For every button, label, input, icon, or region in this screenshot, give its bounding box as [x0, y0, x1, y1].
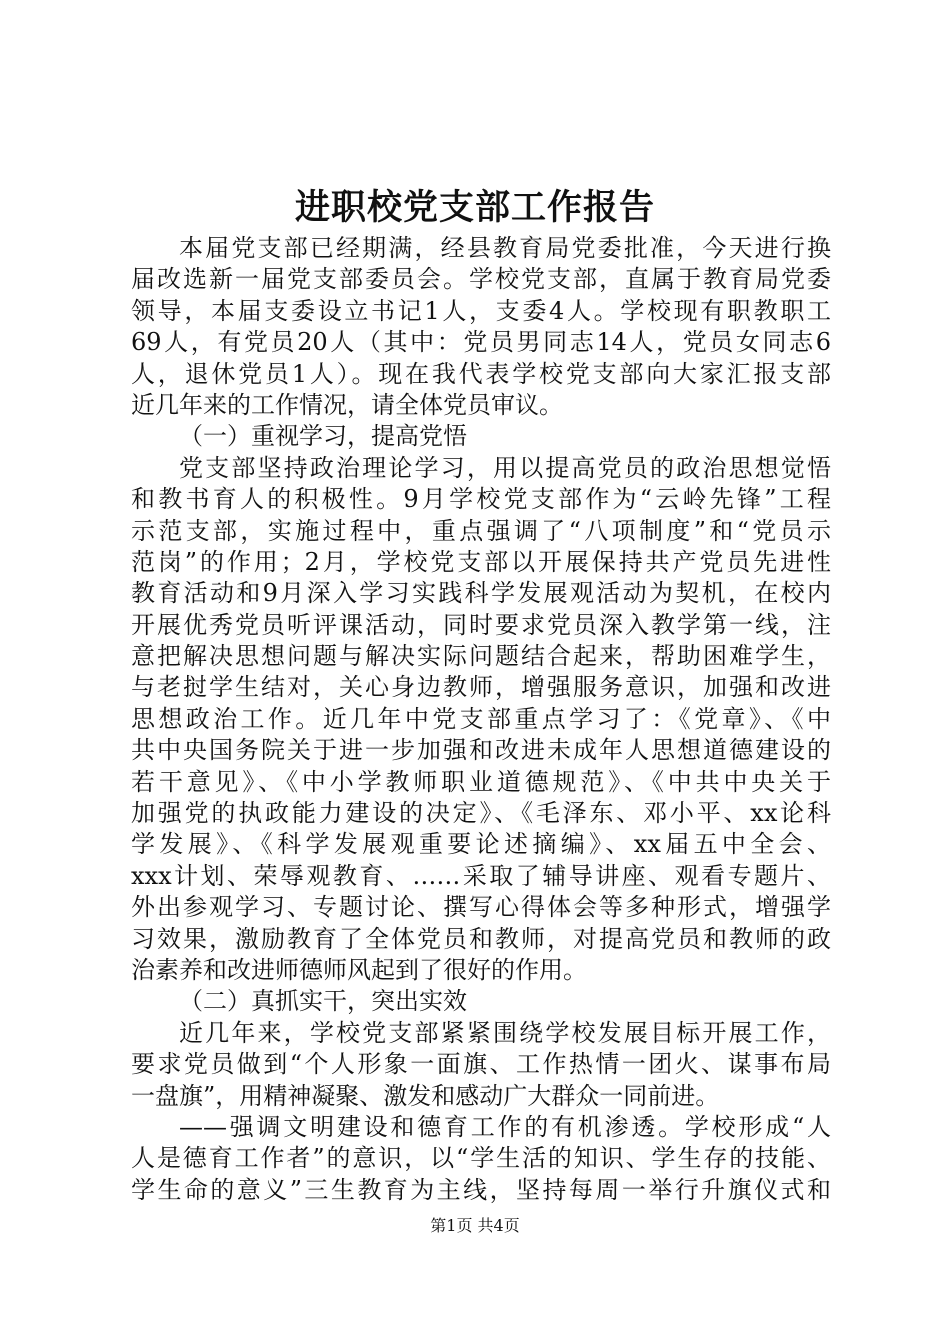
document-title: 进职校党支部工作报告: [294, 187, 655, 228]
paragraph-line: 近几年来的工作情况，请全体党员审议。: [131, 390, 563, 419]
paragraph-line: 学生命的意义”三生教育为主线，坚持每周一举行升旗仪式和: [131, 1175, 831, 1204]
paragraph-line: 教育活动和9月深入学习实践科学发展观活动为契机，在校内: [131, 579, 831, 608]
page-number-footer: 第1页 共4页: [430, 1216, 520, 1235]
document-body: [131, 233, 831, 1206]
paragraph-line: 届改选新一届党支部委员会。学校党支部，直属于教育局党委: [131, 265, 831, 294]
section-heading: （一）重视学习，提高党悟: [179, 422, 467, 451]
paragraph-line: 本届党支部已经期满，经县教育局党委批准，今天进行换: [179, 234, 831, 262]
paragraph-line: 领导，本届支委设立书记1人，支委4人。学校现有职教职工: [131, 296, 831, 325]
paragraph-line: 思想政治工作。近几年中党支部重点学习了：《党章》、《中: [131, 704, 831, 733]
paragraph-line: 加强党的执政能力建设的决定》、《毛泽东、邓小平、xx论科: [131, 799, 831, 828]
paragraph-line: 示范支部，实施过程中，重点强调了“八项制度”和“党员示: [131, 516, 831, 545]
paragraph-line: 和教书育人的积极性。9月学校党支部作为“云岭先锋”工程: [131, 485, 831, 514]
paragraph-line: 共中央国务院关于进一步加强和改进未成年人思想道德建设的: [131, 736, 831, 765]
paragraph-line: 外出参观学习、专题讨论、撰写心得体会等多种形式，增强学: [131, 893, 831, 922]
paragraph-line: 一盘旗”，用精神凝聚、激发和感动广大群众一同前进。: [131, 1081, 720, 1110]
paragraph-line: 69人，有党员20人（其中：党员男同志14人，党员女同志6: [131, 328, 831, 357]
paragraph-line: 党支部坚持政治理论学习，用以提高党员的政治思想觉悟: [179, 453, 831, 482]
paragraph-line: ——强调文明建设和德育工作的有机渗透。学校形成“人: [179, 1112, 831, 1141]
paragraph-line: 范岗”的作用；2月，学校党支部以开展保持共产党员先进性: [131, 547, 831, 576]
paragraph-line: 习效果，激励教育了全体党员和教师，对提高党员和教师的政: [131, 924, 831, 953]
paragraph-line: 学发展》、《科学发展观重要论述摘编》、xx届五中全会、: [131, 830, 831, 859]
paragraph-line: 要求党员做到“个人形象一面旗、工作热情一团火、谋事布局: [131, 1050, 831, 1079]
paragraph-line: 开展优秀党员听评课活动，同时要求党员深入教学第一线，注: [131, 610, 831, 639]
paragraph-line: xxx计划、荣辱观教育、……采取了辅导讲座、观看专题片、: [131, 861, 831, 890]
paragraph-line: 与老挝学生结对，关心身边教师，增强服务意识，加强和改进: [131, 673, 831, 702]
paragraph-line: 治素养和改进师德师风起到了很好的作用。: [131, 955, 587, 984]
paragraph-line: 人，退休党员1人）。现在我代表学校党支部向大家汇报支部: [131, 359, 831, 388]
paragraph-line: 近几年来，学校党支部紧紧围绕学校发展目标开展工作，: [179, 1018, 831, 1047]
paragraph-line: 若干意见》、《中小学教师职业道德规范》、《中共中央关于: [131, 767, 831, 796]
paragraph-line: 意把解决思想问题与解决实际问题结合起来，帮助困难学生，: [131, 642, 831, 671]
paragraph-line: 人是德育工作者”的意识，以“学生活的知识、学生存的技能、: [131, 1144, 831, 1173]
section-heading: （二）真抓实干，突出实效: [179, 987, 467, 1016]
